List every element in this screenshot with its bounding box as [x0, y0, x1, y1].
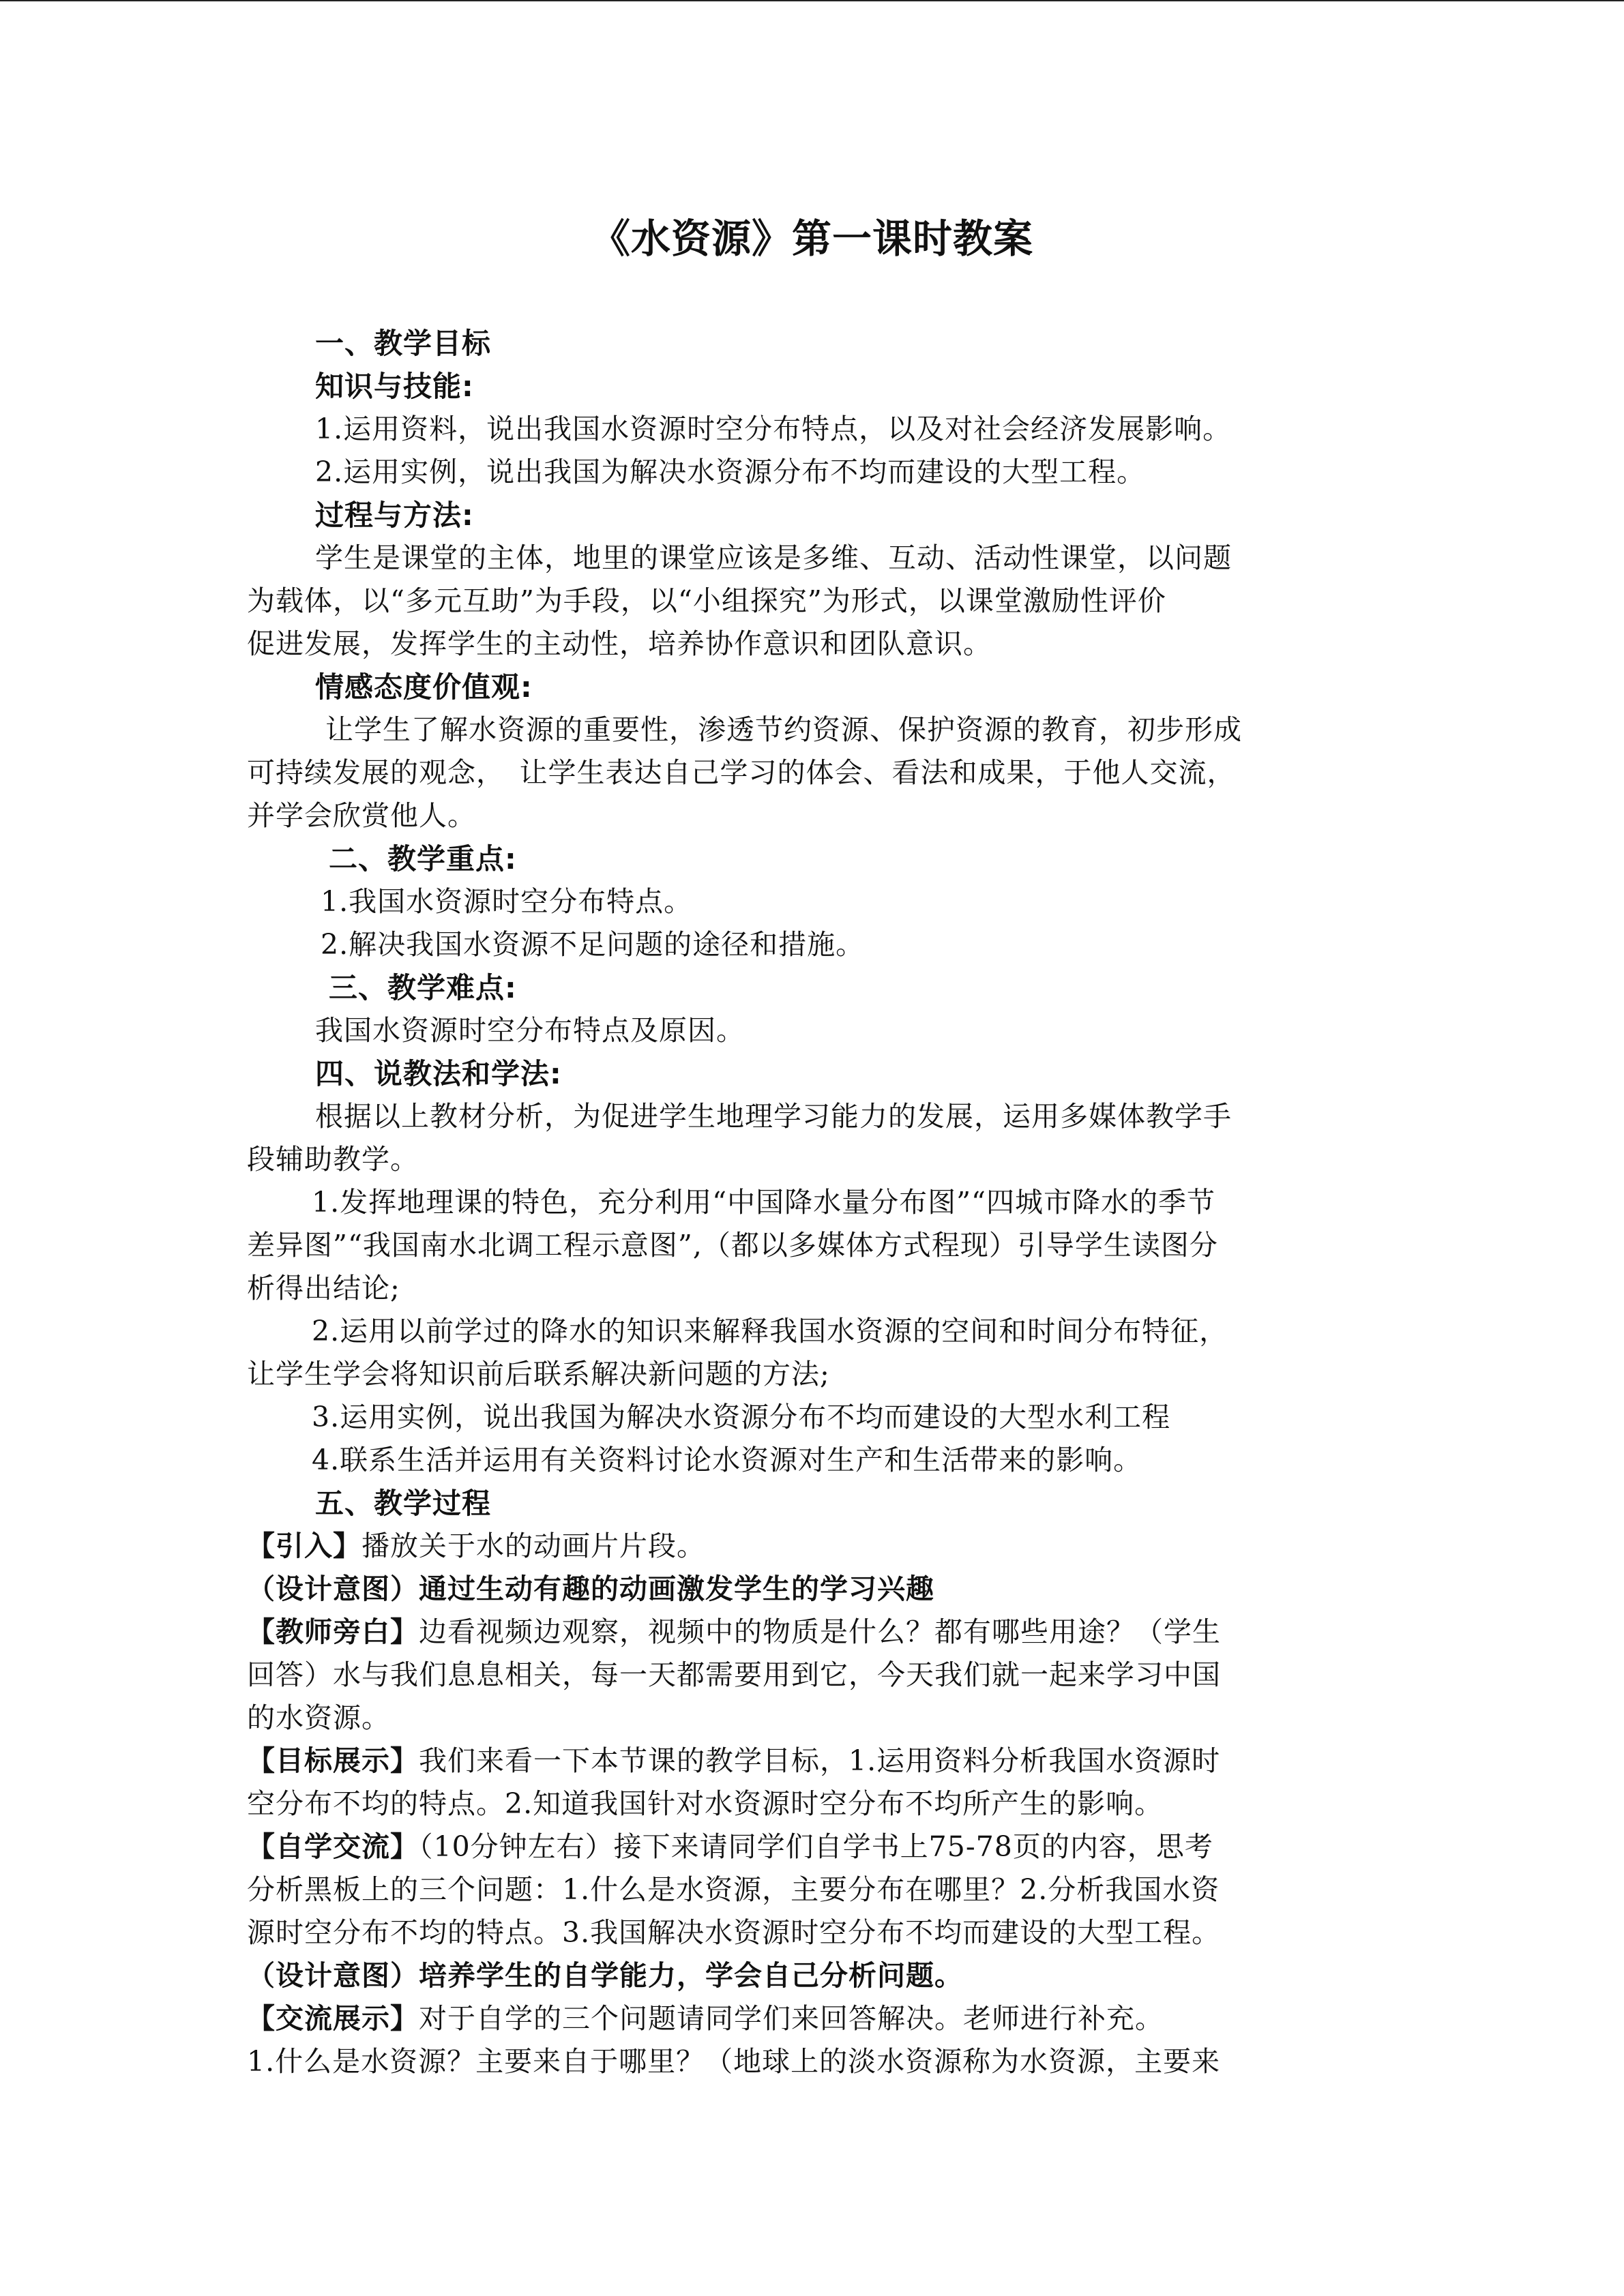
step-tag-teacher: 【教师旁白】 [247, 1615, 419, 1648]
section-heading-difficulties: 三、教学难点: [329, 971, 517, 1004]
paragraph-line: 为载体，以“多元互助”为手段，以“小组探究”为形式，以课堂激励性评价 [247, 584, 1166, 617]
subheading-knowledge: 知识与技能: [315, 370, 474, 403]
paragraph-line: 2.运用以前学过的降水的知识来解释我国水资源的空间和时间分布特征， [312, 1315, 1228, 1347]
subheading-process: 过程与方法: [315, 498, 474, 532]
list-item: 1.我国水资源时空分布特点。 [321, 885, 693, 918]
paragraph-line: 1.什么是水资源？主要来自于哪里？（地球上的淡水资源称为水资源，主要来 [247, 2045, 1221, 2078]
document-body [247, 322, 1372, 2083]
paragraph-line: 【自学交流】（10分钟左右）接下来请同学们自学书上75-78页的内容，思考 [247, 1830, 1213, 1863]
document-title: 《水资源》第一课时教案 [590, 215, 1033, 262]
step-tag-intro: 【引入】 [247, 1530, 361, 1562]
paragraph-line: 并学会欣赏他人。 [247, 799, 476, 832]
section-heading-key-points: 二、教学重点: [329, 842, 517, 876]
paragraph-line: 段辅助教学。 [247, 1143, 419, 1176]
step-tag-share: 【交流展示】 [247, 2002, 419, 2035]
list-item: 2.解决我国水资源不足问题的途径和措施。 [321, 928, 865, 961]
paragraph-line: 根据以上教材分析，为促进学生地理学习能力的发展，运用多媒体教学手 [315, 1100, 1232, 1133]
paragraph-line: 【目标展示】我们来看一下本节课的教学目标，1.运用资料分析我国水资源时 [247, 1744, 1221, 1777]
paragraph-line: 【交流展示】对于自学的三个问题请同学们来回答解决。老师进行补充。 [247, 2002, 1164, 2035]
paragraph-line: 差异图”“我国南水北调工程示意图”,（都以多媒体方式程现）引导学生读图分 [247, 1229, 1218, 1262]
paragraph-line: 3.运用实例，说出我国为解决水资源分布不均而建设的大型水利工程 [312, 1401, 1171, 1433]
paragraph-line: 【引入】播放关于水的动画片片段。 [247, 1530, 705, 1562]
paragraph-line: 【教师旁白】边看视频边观察，视频中的物质是什么？都有哪些用途？（学生 [247, 1615, 1221, 1648]
paragraph-line: 的水资源。 [247, 1701, 390, 1734]
paragraph-line: 分析黑板上的三个问题：1.什么是水资源，主要分布在哪里？2.分析我国水资 [247, 1873, 1220, 1906]
paragraph-line: 源时空分布不均的特点。3.我国解决水资源时空分布不均而建设的大型工程。 [247, 1916, 1221, 1949]
page-top-border [0, 0, 1624, 1]
paragraph-line: 促进发展，发挥学生的主动性，培养协作意识和团队意识。 [247, 627, 992, 660]
design-intent-note: （设计意图）通过生动有趣的动画激发学生的学习兴趣 [247, 1572, 934, 1605]
paragraph-line: 学生是课堂的主体，地里的课堂应该是多维、互动、活动性课堂，以问题 [315, 541, 1232, 574]
paragraph-line: 让学生学会将知识前后联系解决新问题的方法; [247, 1358, 830, 1390]
step-tag-self-study: 【自学交流】 [247, 1830, 419, 1863]
section-heading-objectives: 一、教学目标 [315, 327, 492, 360]
paragraph-line: 1.运用资料，说出我国水资源时空分布特点，以及对社会经济发展影响。 [315, 413, 1232, 445]
paragraph-line: 让学生了解水资源的重要性，渗透节约资源、保护资源的教育，初步形成 [325, 713, 1242, 746]
paragraph-line: 析得出结论; [247, 1272, 400, 1304]
step-tag-goal: 【目标展示】 [247, 1744, 419, 1777]
subheading-emotion: 情感态度价值观: [315, 670, 533, 704]
section-heading-methods: 四、说教法和学法: [315, 1057, 562, 1090]
paragraph-line: 4.联系生活并运用有关资料讨论水资源对生产和生活带来的影响。 [312, 1444, 1142, 1476]
paragraph-line: 2.运用实例，说出我国为解决水资源分布不均而建设的大型工程。 [315, 456, 1146, 488]
paragraph-line: 空分布不均的特点。2.知道我国针对水资源时空分布不均所产生的影响。 [247, 1787, 1164, 1820]
design-intent-note: （设计意图）培养学生的自学能力，学会自己分析问题。 [247, 1959, 963, 1992]
paragraph-line: 回答）水与我们息息相关，每一天都需要用到它，今天我们就一起来学习中国 [247, 1658, 1221, 1691]
paragraph-line: 1.发挥地理课的特色，充分利用“中国降水量分布图”“四城市降水的季节 [312, 1186, 1215, 1219]
paragraph-line: 我国水资源时空分布特点及原因。 [315, 1014, 745, 1047]
section-heading-process: 五、教学过程 [315, 1487, 492, 1520]
paragraph-line: 可持续发展的观念， 让学生表达自己学习的体会、看法和成果，于他人交流， [247, 756, 1236, 789]
